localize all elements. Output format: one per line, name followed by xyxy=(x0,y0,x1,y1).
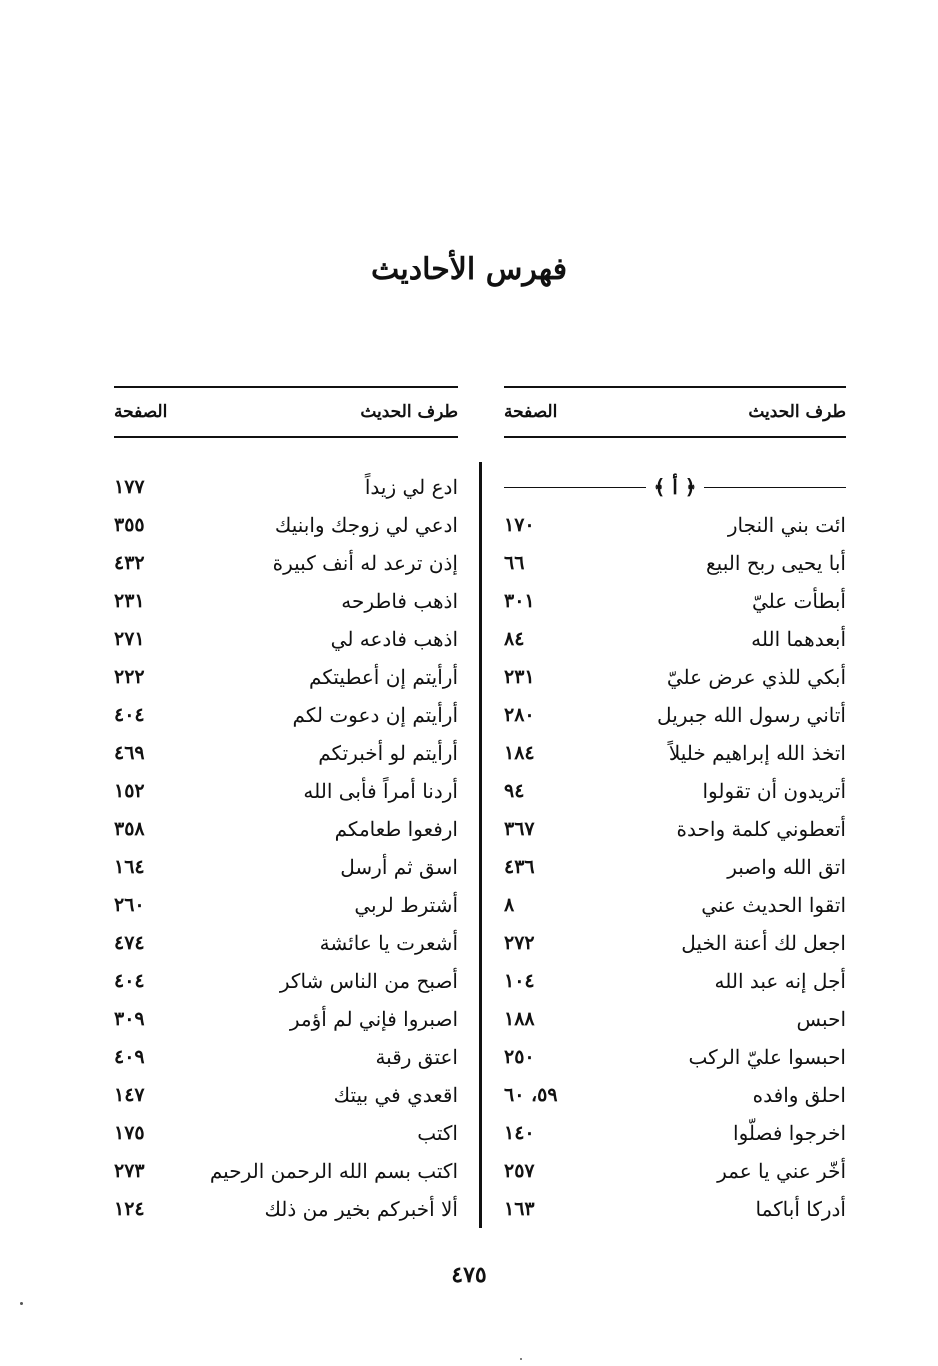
index-row xyxy=(114,468,458,506)
page-ref: ٢٥٠ xyxy=(504,1046,535,1068)
index-row xyxy=(504,544,846,582)
page-ref: ٢٢٢ xyxy=(114,666,145,688)
index-row xyxy=(504,1038,846,1076)
page-header: الصفحة xyxy=(114,402,168,422)
index-row xyxy=(504,848,846,886)
hadith-text: أجل إنه عبد الله xyxy=(714,969,846,993)
index-row xyxy=(114,658,458,696)
page-ref: ٤٣٢ xyxy=(114,552,145,574)
hadith-text: أتريدون أن تقولوا xyxy=(702,779,846,803)
page-ref: ٢٣١ xyxy=(114,590,145,612)
index-row xyxy=(504,734,846,772)
hadith-text: اكتب xyxy=(417,1121,458,1145)
hadith-text: أخّر عني يا عمر xyxy=(717,1159,846,1183)
hadith-text: اصبروا فإني لم أؤمر xyxy=(289,1007,458,1031)
hadith-text: اسق ثم أرسل xyxy=(340,855,458,879)
hadith-text: أردنا أمراً فأبى الله xyxy=(303,779,458,803)
hadith-text: أدركا أباكما xyxy=(755,1197,846,1221)
page-ref: ٤٧٤ xyxy=(114,932,145,954)
index-row xyxy=(504,582,846,620)
page-ref: ١٨٤ xyxy=(504,742,535,764)
hadith-text: أبا يحيى ربح البيع xyxy=(706,551,846,575)
index-row xyxy=(504,886,846,924)
hadith-header: طرف الحديث xyxy=(360,402,458,422)
page-ref: ٤٠٩ xyxy=(114,1046,145,1068)
index-row xyxy=(114,886,458,924)
index-row xyxy=(504,924,846,962)
page-ref: ١٤٠ xyxy=(504,1122,535,1144)
index-row xyxy=(504,506,846,544)
page-ref: ١٧٠ xyxy=(504,514,535,536)
hadith-text: ارفعوا طعامكم xyxy=(334,817,458,841)
index-row xyxy=(504,658,846,696)
hadith-text: أرأيتم إن أعطيتكم xyxy=(309,665,458,689)
page-ref: ٤٣٦ xyxy=(504,856,535,878)
index-row xyxy=(114,924,458,962)
page-header: الصفحة xyxy=(504,402,558,422)
index-row xyxy=(114,848,458,886)
page-ref: ١٦٣ xyxy=(504,1198,535,1220)
hadith-text: اتق الله واصبر xyxy=(727,855,846,879)
index-row xyxy=(114,1000,458,1038)
page-ref: ١٧٥ xyxy=(114,1122,145,1144)
hadith-text: اتقوا الحديث عني xyxy=(701,893,846,917)
index-row xyxy=(114,1114,458,1152)
page-ref: ٢٧٣ xyxy=(114,1160,145,1182)
index-row xyxy=(114,506,458,544)
hadith-text: ادعي لي زوجك وابنيك xyxy=(274,513,458,537)
page-ref: ٢٧١ xyxy=(114,628,145,650)
page-ref: ١٢٤ xyxy=(114,1198,145,1220)
hadith-text: ألا أخبركم بخير من ذلك xyxy=(264,1197,458,1221)
index-row xyxy=(114,1038,458,1076)
page-ref: ١٥٢ xyxy=(114,780,145,802)
index-row xyxy=(114,810,458,848)
scan-speck xyxy=(20,1302,23,1305)
hadith-text: أبطأت عليّ xyxy=(751,589,846,613)
hadith-text: أتاني رسول الله جبريل xyxy=(657,703,846,727)
page-ref: ٩٤ xyxy=(504,780,525,802)
page-ref: ٢٨٠ xyxy=(504,704,535,726)
page-ref: ٤٠٤ xyxy=(114,970,145,992)
page-ref: ٢٧٢ xyxy=(504,932,535,954)
hadith-text: اخرجوا فصلّوا xyxy=(733,1121,846,1145)
section-letter-row xyxy=(504,468,846,506)
page-ref: ١٦٤ xyxy=(114,856,145,878)
index-row xyxy=(114,544,458,582)
page-ref: ١٠٤ xyxy=(504,970,535,992)
page-ref: ١٨٨ xyxy=(504,1008,535,1030)
hadith-text: ائت بني النجار xyxy=(727,513,846,537)
right-rows xyxy=(504,468,846,1228)
index-row xyxy=(114,582,458,620)
hadith-text: احبس xyxy=(796,1007,846,1031)
page-ref: ١٧٧ xyxy=(114,476,145,498)
left-column xyxy=(114,386,458,1228)
index-row xyxy=(504,1114,846,1152)
page-ref: ٥٩، ٦٠ xyxy=(504,1084,558,1106)
page-ref: ٢٦٠ xyxy=(114,894,145,916)
index-row xyxy=(114,696,458,734)
index-row xyxy=(504,962,846,1000)
hadith-text: أتعطوني كلمة واحدة xyxy=(676,817,846,841)
page-ref: ٣٥٨ xyxy=(114,818,145,840)
hadith-text: إذن ترعد له أنف كبيرة xyxy=(272,551,458,575)
index-row xyxy=(114,962,458,1000)
index-row xyxy=(114,1076,458,1114)
index-row xyxy=(504,620,846,658)
section-rule xyxy=(704,487,846,488)
hadith-text: اذهب فاطرحه xyxy=(341,589,458,613)
index-row xyxy=(504,810,846,848)
index-row xyxy=(114,1152,458,1190)
page-ref: ٢٣١ xyxy=(504,666,535,688)
page-ref: ٣٦٧ xyxy=(504,818,535,840)
index-row xyxy=(504,772,846,810)
right-column-header xyxy=(504,386,846,438)
page-ref: ٣٥٥ xyxy=(114,514,145,536)
hadith-text: اقعدي في بيتك xyxy=(333,1083,458,1107)
index-row xyxy=(504,1076,846,1114)
page-ref: ٢٥٧ xyxy=(504,1160,535,1182)
hadith-text: اتخذ الله إبراهيم خليلاً xyxy=(668,741,846,765)
hadith-text: أبعدهما الله xyxy=(751,627,846,651)
scan-speck xyxy=(520,1358,522,1360)
page-ref: ٣٠٩ xyxy=(114,1008,145,1030)
hadith-text: احلق وافده xyxy=(752,1083,846,1107)
hadith-text: اعتق رقبة xyxy=(375,1045,458,1069)
index-row xyxy=(504,1190,846,1228)
page-ref: ٦٦ xyxy=(504,552,525,574)
hadith-text: أبكي للذي عرض عليّ xyxy=(666,665,846,689)
hadith-text: أشعرت يا عائشة xyxy=(319,931,458,955)
page-ref: ٤٦٩ xyxy=(114,742,145,764)
page-title: فهرس الأحاديث xyxy=(370,252,568,287)
column-divider xyxy=(479,462,482,1228)
section-rule xyxy=(504,487,646,488)
page-ref: ٨ xyxy=(504,894,515,916)
index-row xyxy=(114,1190,458,1228)
index-row xyxy=(114,620,458,658)
hadith-header: طرف الحديث xyxy=(748,402,846,422)
page-ref: ٨٤ xyxy=(504,628,525,650)
hadith-text: أصبح من الناس شاكر xyxy=(279,969,458,993)
right-column xyxy=(504,386,846,1228)
index-row xyxy=(504,696,846,734)
hadith-text: ادع لي زيداً xyxy=(364,475,458,499)
section-letter: ﴿ أ ﴾ xyxy=(653,475,697,499)
hadith-text: أرأيتم إن دعوت لكم xyxy=(292,703,458,727)
page-number: ٤٧٥ xyxy=(451,1262,487,1288)
page-ref: ٣٠١ xyxy=(504,590,535,612)
index-row xyxy=(114,734,458,772)
hadith-text: أشترط لربي xyxy=(354,893,458,917)
page-ref: ٤٠٤ xyxy=(114,704,145,726)
left-column-header xyxy=(114,386,458,438)
hadith-text: اذهب فادعه لي xyxy=(330,627,458,651)
index-row xyxy=(504,1152,846,1190)
index-row xyxy=(114,772,458,810)
left-rows xyxy=(114,468,458,1228)
hadith-text: اجعل لك أعنة الخيل xyxy=(681,931,846,955)
hadith-text: اكتب بسم الله الرحمن الرحيم xyxy=(209,1159,458,1183)
hadith-text: أرأيتم لو أخبرتكم xyxy=(318,741,458,765)
index-row xyxy=(504,1000,846,1038)
page-ref: ١٤٧ xyxy=(114,1084,145,1106)
hadith-text: احبسوا عليّ الركب xyxy=(688,1045,846,1069)
